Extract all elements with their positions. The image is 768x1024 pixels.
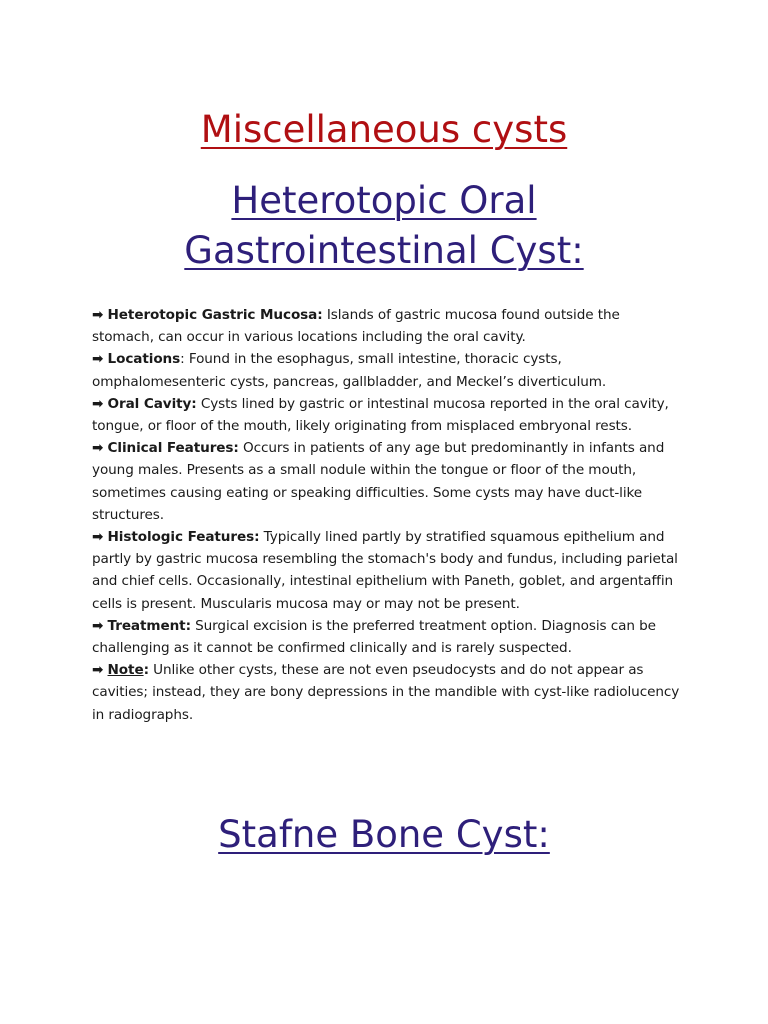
right-arrow-icon: ➡ (92, 529, 104, 546)
item-text: Surgical excision is the preferred treatment option. Diagnosis can be challenging as it cannot be confirmed clinically and is rarely suspected. (92, 617, 656, 657)
list-item-locations (92, 348, 684, 392)
list-item-histologic-features (92, 526, 684, 615)
section-heading-heterotopic (0, 176, 768, 276)
section-heading-stafne: Stafne Bone Cyst: (218, 813, 550, 856)
item-text: : Found in the esophagus, small intestine, thoracic cysts, omphalomesenteric cysts, pancreas, gallbladder, and Meckel’s diverticulum. (92, 351, 607, 390)
item-label: Locations (107, 351, 181, 368)
right-arrow-icon: ➡ (92, 395, 104, 412)
item-label: Treatment: (107, 617, 191, 634)
item-text: Typically lined partly by stratified squamous epithelium and partly by gastric mucosa resembling the stomach's body and fundus, including parietal and chief cells. Occasionally, intestinal epithelium with Paneth, goblet, and argentaffin cells is present. Muscularis mucosa may or may not be present. (92, 529, 678, 612)
document-title: Miscellaneous cysts (200, 108, 568, 151)
section-heading-line-2: Gastrointestinal Cyst: (184, 229, 584, 272)
item-text: Cysts lined by gastric or intestinal mucosa reported in the oral cavity, tongue, or floor of the mouth, likely originating from misplaced embryonal rests. (92, 395, 669, 435)
item-label: Histologic Features: (107, 529, 260, 546)
item-label: Note (107, 662, 144, 679)
item-text: Islands of gastric mucosa found outside the stomach, can occur in various locations including the oral cavity. (92, 307, 620, 346)
item-label-suffix: : (143, 662, 149, 679)
item-text: Occurs in patients of any age but predominantly in infants and young males. Presents as a small nodule within the tongue or floor of the mouth, sometimes causing eating or speaking difficulties. Some cysts may have duct-like structures. (92, 440, 665, 523)
item-label: Heterotopic Gastric Mucosa: (107, 307, 323, 323)
right-arrow-icon: ➡ (92, 307, 104, 323)
item-label: Oral Cavity: (107, 395, 197, 412)
list-item-oral-cavity (92, 393, 684, 437)
item-label: Clinical Features: (107, 440, 239, 457)
section-heading-line-1: Heterotopic Oral (231, 179, 537, 222)
section-body (92, 304, 684, 726)
list-item-heterotopic-gastric-mucosa (92, 304, 684, 348)
right-arrow-icon: ➡ (92, 440, 104, 457)
list-item-clinical-features (92, 437, 684, 526)
right-arrow-icon: ➡ (92, 351, 104, 368)
right-arrow-icon: ➡ (92, 662, 104, 679)
right-arrow-icon: ➡ (92, 617, 104, 634)
list-item-treatment (92, 615, 684, 659)
list-item-note (92, 659, 684, 726)
item-text: Unlike other cysts, these are not even pseudocysts and do not appear as cavities; instead, they are bony depressions in the mandible with cyst-like radiolucency in radiographs. (92, 662, 680, 723)
